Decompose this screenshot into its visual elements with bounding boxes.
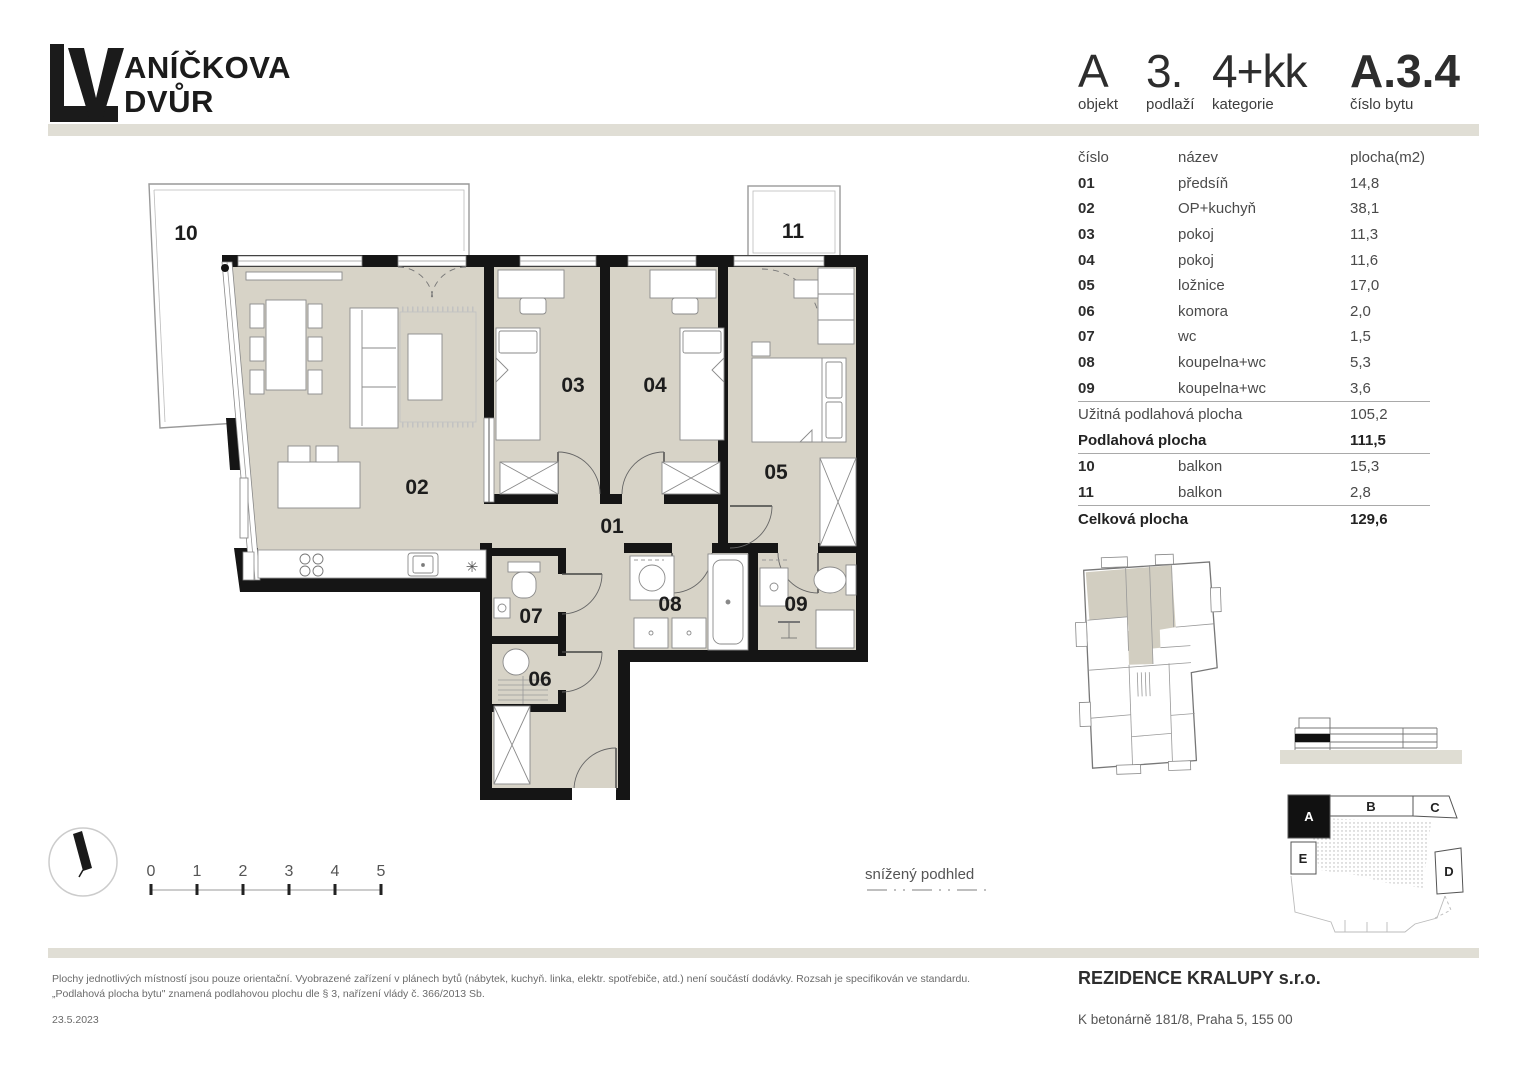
floor-key-plan	[1073, 550, 1231, 778]
legend-snizeny-podhled: snížený podhled	[865, 866, 975, 883]
table-row: 11 balkon 2,8	[1078, 484, 1371, 502]
podlazi-value: 3.	[1146, 45, 1183, 97]
date: 23.5.2023	[52, 1014, 99, 1026]
toilet-tank	[508, 562, 540, 572]
celkova-row: Celková plocha 129,6	[1078, 505, 1430, 532]
toilet-tank	[846, 565, 856, 595]
table-row: 03 pokoj 11,3	[1078, 226, 1379, 244]
company-name: REZIDENCE KRALUPY s.r.o.	[1078, 968, 1321, 988]
small-sink	[494, 598, 510, 618]
svg-text:B: B	[1366, 799, 1376, 814]
col-plocha: plocha(m2)	[1350, 149, 1426, 167]
svg-text:A: A	[1304, 809, 1314, 824]
fridge-marker: ✳	[465, 559, 479, 576]
svg-text:08: 08	[658, 593, 682, 616]
podlahova-row: Podlahová plocha 111,5	[1078, 431, 1386, 449]
svg-text:0: 0	[146, 863, 156, 880]
kategorie-value: 4+kk	[1212, 45, 1307, 97]
uzitna-row: Užitná podlahová plocha 105,2	[1078, 401, 1430, 428]
svg-text:11: 11	[781, 220, 805, 243]
coffee-table	[408, 334, 442, 400]
desk	[650, 270, 716, 298]
table-row: 05 ložnice 17,0	[1078, 277, 1380, 295]
sink	[634, 618, 668, 648]
sink	[672, 618, 706, 648]
top-accent-bar	[48, 124, 1479, 136]
unit-number-value: A.3.4	[1350, 45, 1460, 97]
svg-text:05: 05	[764, 461, 788, 484]
kitchen-counter	[258, 550, 486, 578]
svg-text:2: 2	[238, 863, 248, 880]
bottom-accent-bar	[48, 948, 1479, 958]
col-nazev: název	[1178, 149, 1219, 167]
disclaimer-line2: „Podlahová plocha bytu" znamená podlahovou plochu dle § 3, nařízení vlády č. 366/2013 Sb.	[52, 988, 485, 1000]
table-header-row	[1078, 145, 1430, 171]
utility-sink	[503, 649, 529, 675]
table-row: 04 pokoj 11,6	[1078, 251, 1379, 269]
room-area-table	[1078, 145, 1430, 532]
table-row: 07 wc 1,5	[1078, 328, 1371, 346]
table-row: 02 OP+kuchyň 38,1	[1078, 200, 1380, 218]
brand-name-line2: DVŮR	[124, 84, 214, 119]
disclaimer-line1: Plochy jednotlivých místností jsou pouze orientační. Vyobrazené zařízení v plánech bytů (nábytek, kuchyň. linka, elektr. spotřebiče, atd.) není součástí dodávky. Rozsah je specifikován ve standardu.	[52, 973, 971, 985]
company-address: K betonárně 181/8, Praha 5, 155 00	[1078, 1012, 1293, 1027]
svg-text:3: 3	[284, 863, 294, 880]
table-row: 01 předsíň 14,8	[1078, 174, 1380, 192]
podlazi-label: podlaží	[1146, 96, 1195, 113]
table-row: 08 koupelna+wc 5,3	[1078, 354, 1371, 372]
table-row: 10 balkon 15,3	[1078, 453, 1430, 480]
legend-dash-line	[865, 886, 990, 894]
svg-text:5: 5	[376, 863, 386, 880]
svg-text:06: 06	[528, 668, 552, 691]
closet	[816, 610, 854, 648]
brand-name-line1: ANÍČKOVA	[124, 50, 292, 85]
svg-text:E: E	[1298, 851, 1308, 866]
site-key-plan	[1285, 790, 1470, 940]
scale-bar	[143, 860, 393, 900]
toilet	[814, 567, 846, 593]
floor-plan	[135, 150, 915, 830]
kategorie-label: kategorie	[1212, 96, 1274, 113]
building-elevation	[1275, 700, 1470, 770]
svg-text:4: 4	[330, 863, 340, 880]
wardrobe-tall	[818, 268, 854, 344]
dining-table	[266, 300, 306, 390]
svg-text:02: 02	[405, 476, 429, 499]
col-cislo: číslo	[1078, 149, 1109, 167]
table-row: 09 koupelna+wc 3,6	[1078, 379, 1371, 397]
svg-text:04: 04	[643, 374, 667, 397]
toilet	[512, 572, 536, 598]
svg-text:C: C	[1430, 800, 1440, 815]
kitchen-island	[278, 462, 360, 508]
svg-text:03: 03	[561, 374, 585, 397]
north-compass	[45, 824, 121, 900]
radiator	[240, 478, 248, 538]
desk	[498, 270, 564, 298]
table-row: 06 komora 2,0	[1078, 302, 1371, 320]
svg-text:1: 1	[192, 863, 202, 880]
objekt-label: objekt	[1078, 96, 1119, 113]
objekt-value: A	[1078, 45, 1108, 97]
svg-text:10: 10	[174, 222, 198, 245]
svg-text:09: 09	[784, 593, 808, 616]
sofa	[350, 308, 398, 428]
svg-text:D: D	[1444, 864, 1454, 879]
svg-text:01: 01	[600, 515, 624, 538]
svg-text:07: 07	[519, 605, 543, 628]
unit-number-label: číslo bytu	[1350, 96, 1414, 113]
disclaimer	[52, 972, 970, 1002]
